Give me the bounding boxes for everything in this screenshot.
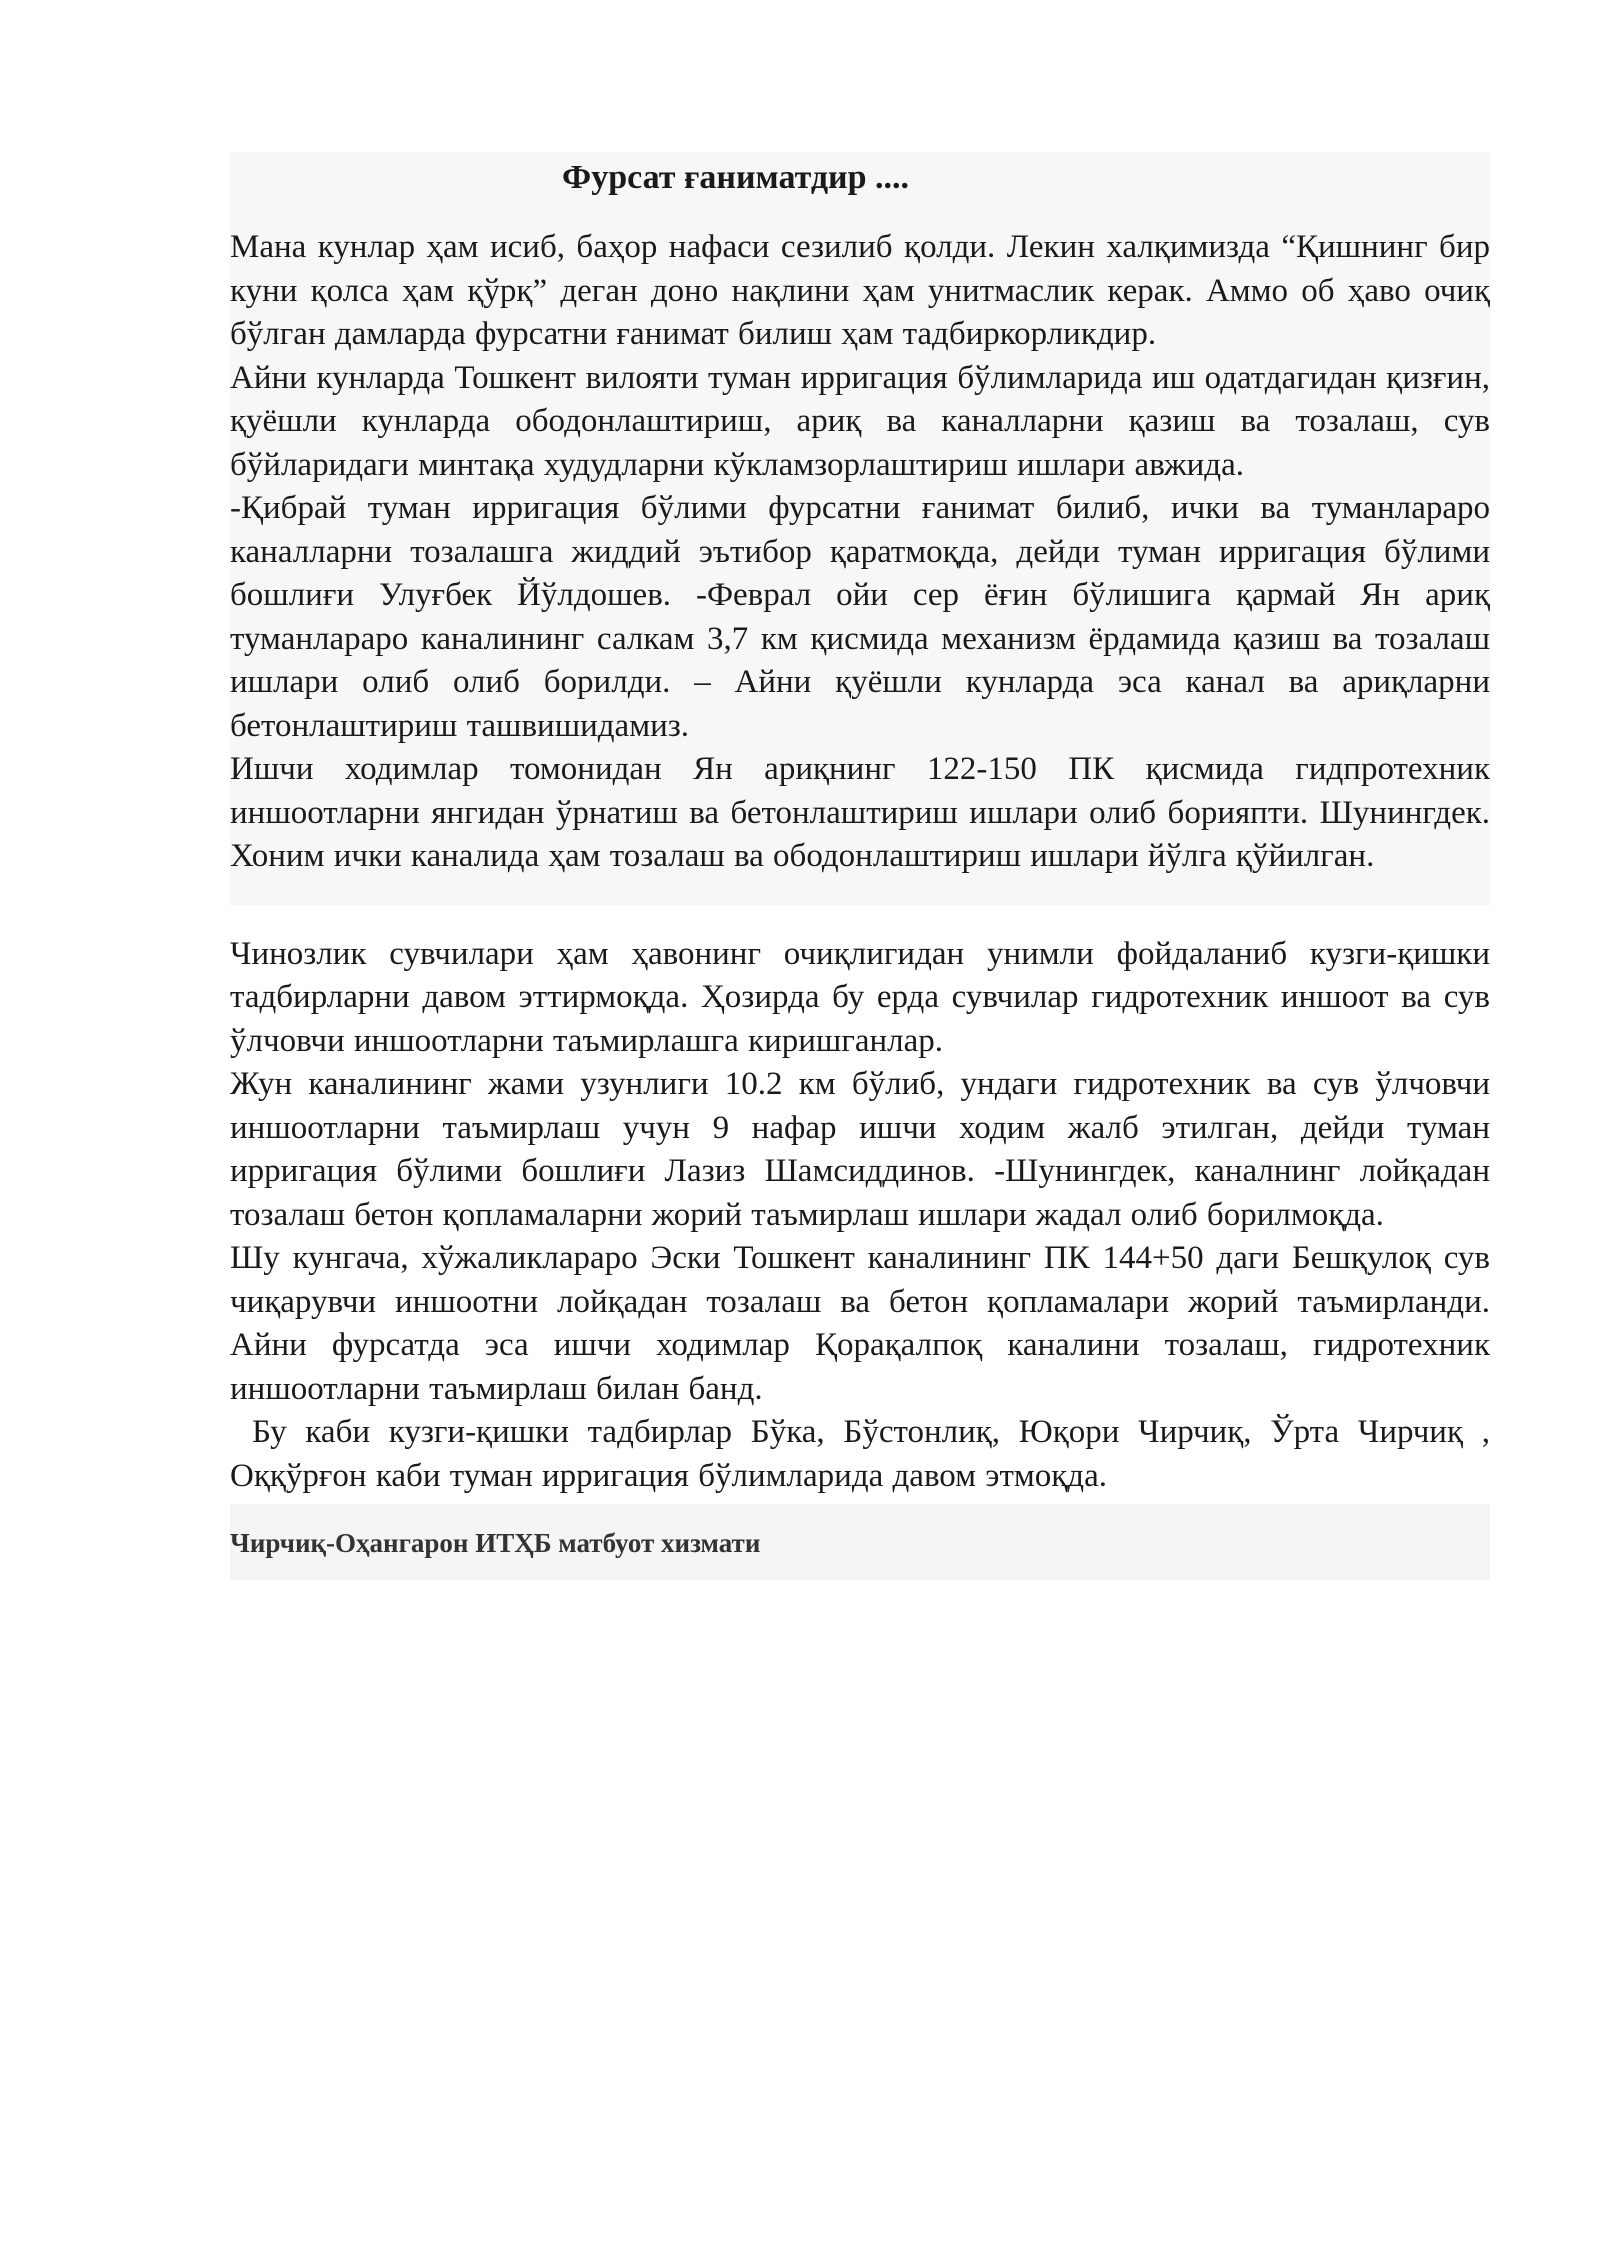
article-paragraph: Ишчи ходимлар томонидан Ян ариқнинг 122-150 ПК қисмида гидпротехник иншоотларни янгидан ўрнатиш ва бетонлаштириш ишлари олиб борияпти. Шунингдек. Хоним ички каналида ҳам тозалаш ва ободонлаштириш ишлари йўлга қўйилган. — [230, 751, 1490, 874]
signature-section — [230, 1504, 1490, 1580]
press-service-signature: Чирчиқ-Оҳангарон ИТҲБ матбуот хизмати — [230, 1528, 761, 1558]
article-paragraph: -Қибрай туман ирригация бўлими фурсатни ғанимат билиб, ички ва туманлараро каналларни тозалашга жиддий эътибор қаратмоқда, дейди туман ирригация бўлими бошлиғи Улуғбек Йўлдошев. -Феврал ойи сер ёғин бўлишига қармай Ян ариқ туманлараро каналининг салкам 3,7 км қисмида механизм ёрдамида қазиш ва тозалаш ишлари олиб олиб борилди. – Айни қуёшли кунларда эса канал ва ариқларни бетонлаштириш ташвишидамиз. — [230, 490, 1490, 744]
document-page — [230, 152, 1490, 1580]
article-paragraph: Жун каналининг жами узунлиги 10.2 км бўлиб, ундаги гидротехник ва сув ўлчовчи иншоотларни таъмирлаш учун 9 нафар ишчи ходим жалб этилган, дейди туман ирригация бўлими бошлиғи Лазиз Шамсиддинов. -Шунингдек, каналнинг лойқадан тозалаш бетон қопламаларни жорий таъмирлаш ишлари жадал олиб борилмоқда. — [230, 1066, 1490, 1233]
article-top-section — [230, 152, 1490, 905]
article-paragraph: Айни кунларда Тошкент вилояти туман ирригация бўлимларида иш одатдагидан қизғин, қуёшли кунларда ободонлаштириш, ариқ ва каналларни қазиш ва тозалаш, сув бўйларидаги минтақа худудларни кўкламзорлаштириш ишлари авжида. — [230, 359, 1490, 483]
article-paragraph: Шу кунгача, хўжаликлараро Эски Тошкент каналининг ПК 144+50 даги Бешқулоқ сув чиқарувчи иншоотни лойқадан тозалаш ва бетон қопламалари жорий таъмирланди. Айни фурсатда эса ишчи ходимлар Қорақалпоқ каналини тозалаш, гидротехник иншоотларни таъмирлаш билан банд. — [230, 1240, 1490, 1407]
section-gap — [230, 905, 1490, 933]
article-paragraph: Мана кунлар ҳам исиб, баҳор нафаси сезилиб қолди. Лекин халқимизда “Қишнинг бир куни қолса ҳам қўрқ” деган доно нақлини ҳам унитмаслик керак. Аммо об ҳаво очиқ бўлган дамларда фурсатни ғанимат билиш ҳам тадбиркорликдир. — [230, 229, 1490, 352]
article-bottom-section — [230, 933, 1490, 1499]
article-title: Фурсат ғаниматдир .... — [562, 159, 910, 196]
article-paragraph: Бу каби кузги-қишки тадбирлар Бўка, Бўстонлиқ, Юқори Чирчиқ, Ўрта Чирчиқ , Оққўрғон каби туман ирригация бўлимларида давом этмоқда. — [230, 1414, 1490, 1494]
article-paragraph: Чинозлик сувчилари ҳам ҳавонинг очиқлигидан унимли фойдаланиб кузги-қишки тадбирларни давом эттирмоқда. Ҳозирда бу ерда сувчилар гидротехник иншоот ва сув ўлчовчи иншоотларни таъмирлашга киришганлар. — [230, 935, 1490, 1059]
